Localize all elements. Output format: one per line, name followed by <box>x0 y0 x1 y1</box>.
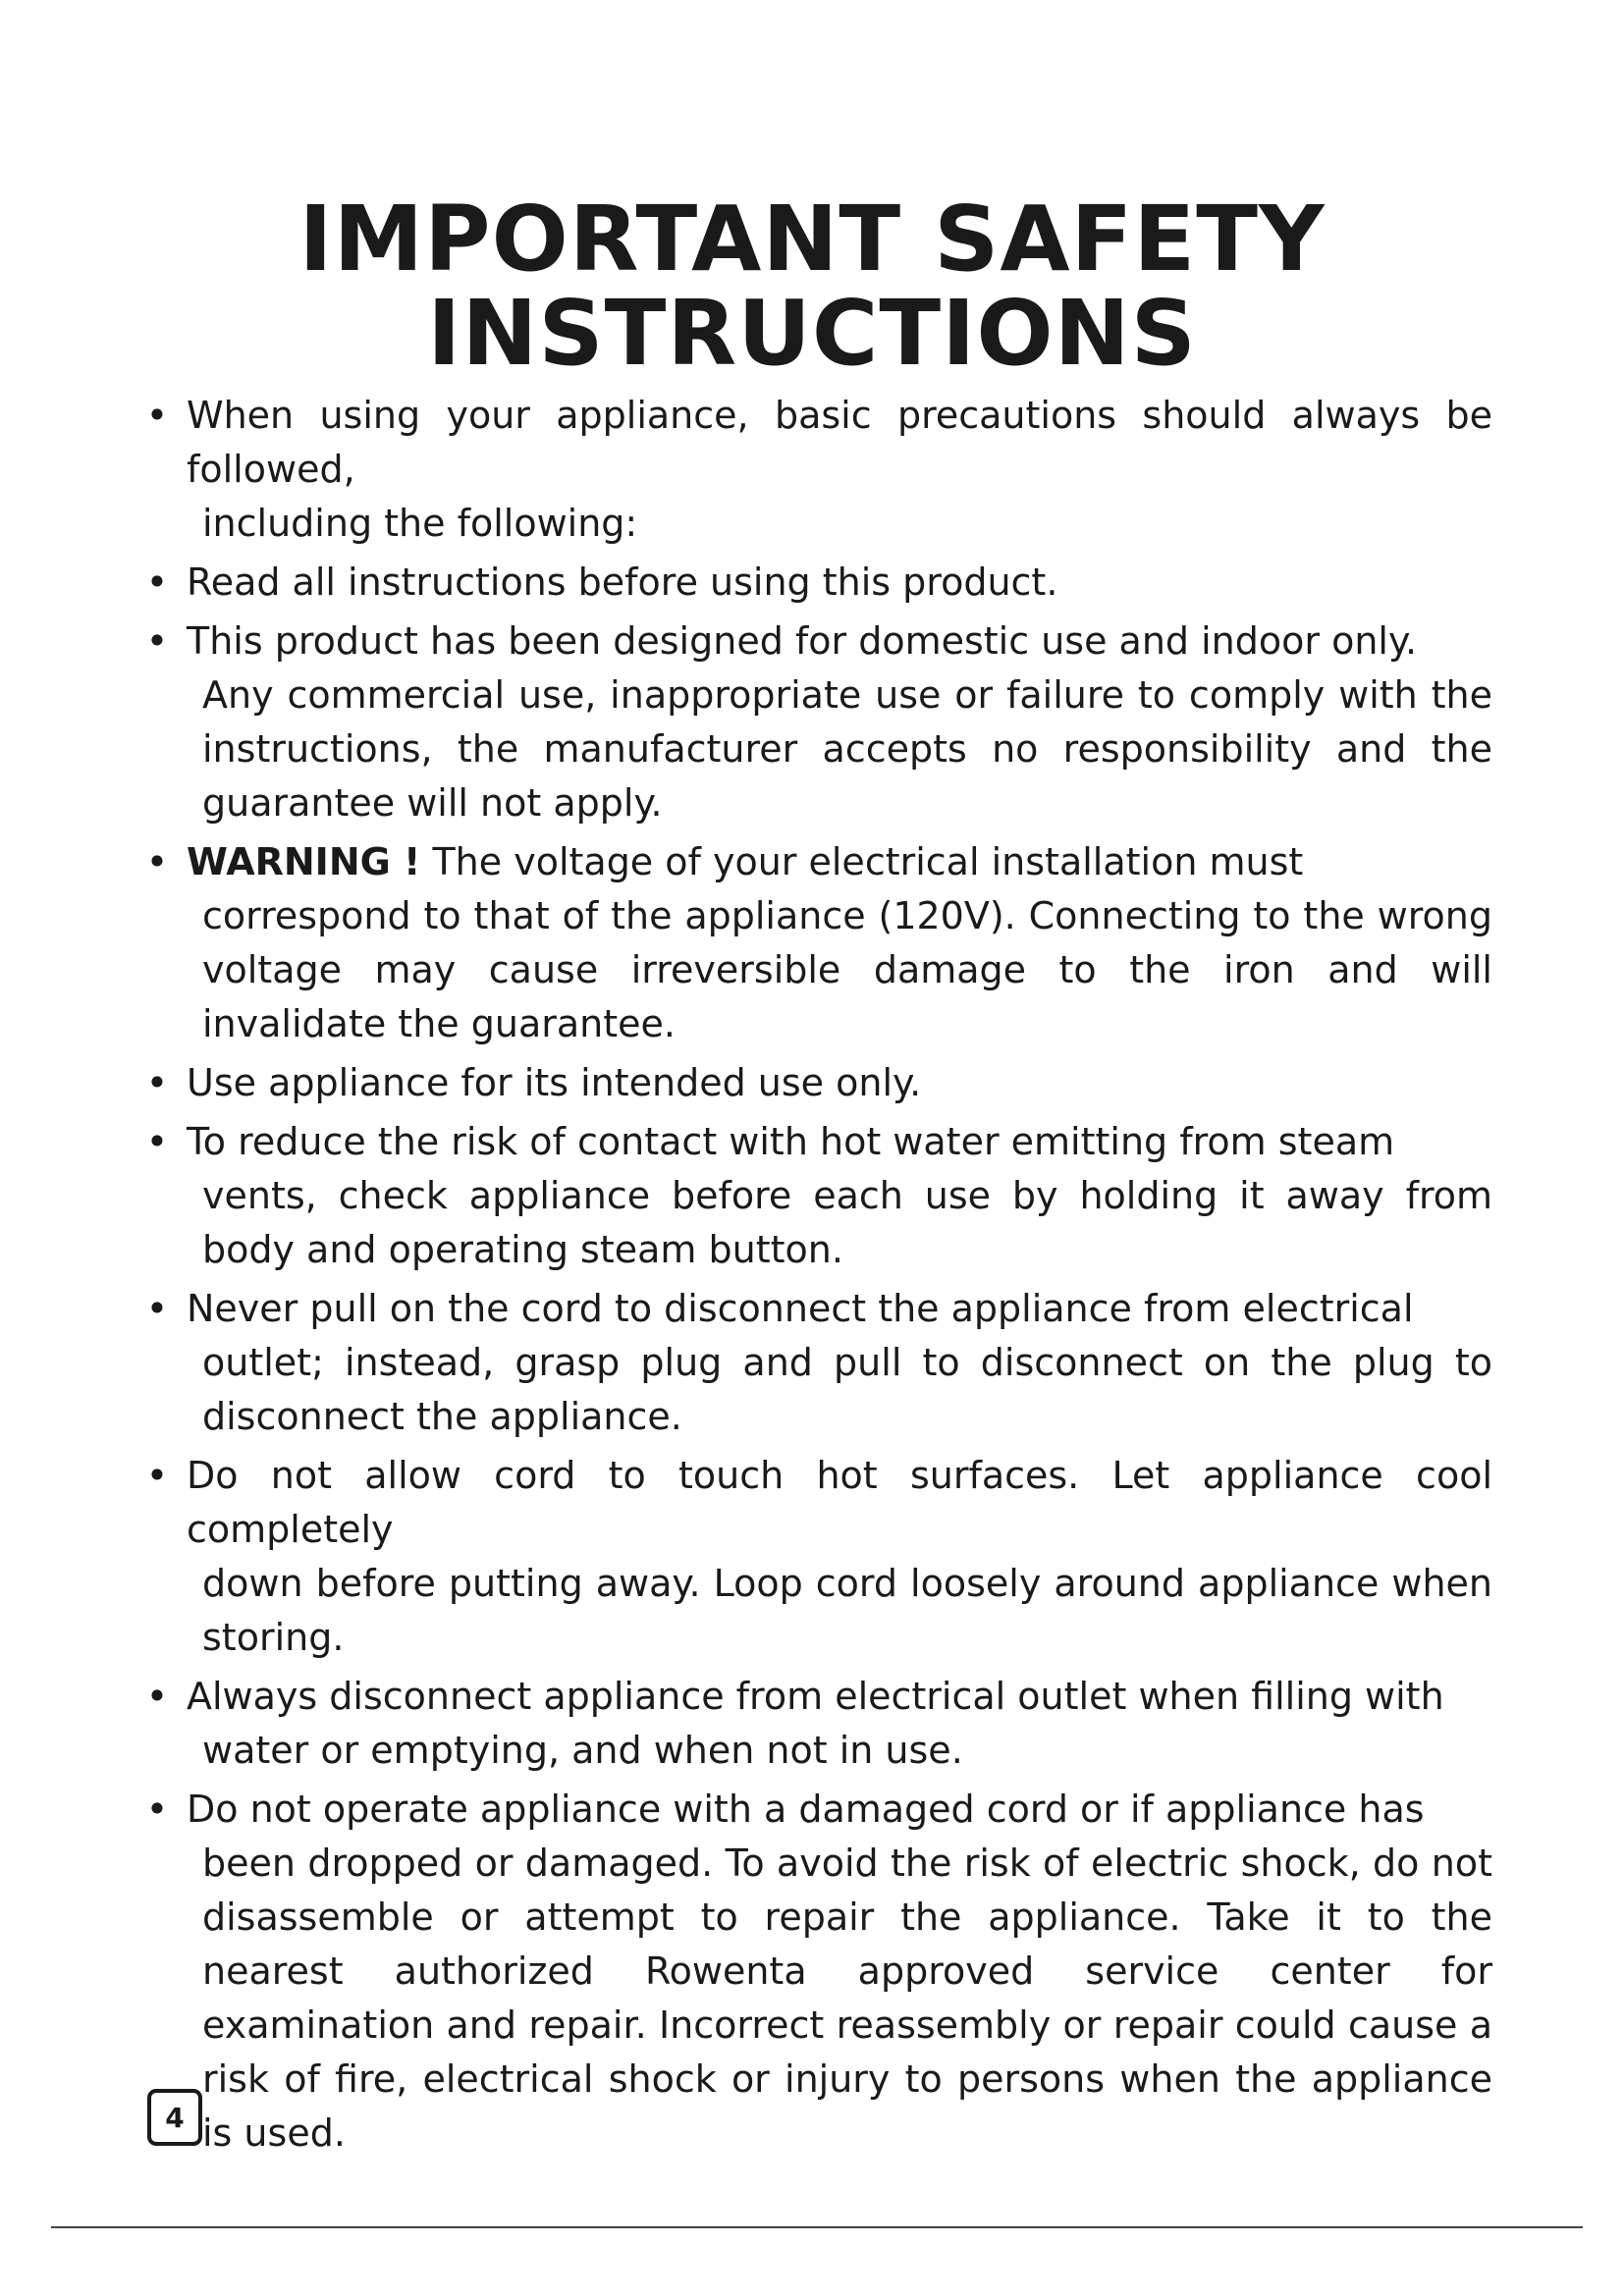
list-item-first-line: Use appliance for its intended use only. <box>187 1061 922 1104</box>
bullet-icon: • <box>145 1788 169 1831</box>
list-item-continuation: correspond to that of the appliance (120V). Connecting to the wrong voltage may cause irreversible damage to the iron and will invalidate the guarantee. <box>202 894 1492 1045</box>
list-item <box>142 1282 1492 1444</box>
list-item-first-line: Always disconnect appliance from electrical outlet when filling with <box>187 1675 1444 1718</box>
list-item-text <box>187 1056 1492 1110</box>
bullet-icon: • <box>145 1061 169 1104</box>
list-item-text <box>187 1115 1492 1277</box>
list-item-first-line: Do not operate appliance with a damaged cord or if appliance has <box>187 1788 1425 1831</box>
list-item <box>142 556 1492 610</box>
page-title-line-1: IMPORTANT SAFETY <box>298 187 1326 292</box>
bullet-icon: • <box>145 1120 169 1163</box>
warning-label: WARNING ! <box>187 840 421 883</box>
list-item-continuation: water or emptying, and when not in use. <box>202 1729 963 1772</box>
list-item-text <box>187 835 1492 1051</box>
list-item-first-line: The voltage of your electrical installation must <box>420 840 1304 883</box>
list-item-continuation: Any commercial use, inappropriate use or failure to comply with the instructions, the manufacturer accepts no responsibility and the guarantee will not apply. <box>202 673 1492 825</box>
page-number: 4 <box>147 2089 202 2146</box>
page-title-line-2: INSTRUCTIONS <box>427 281 1197 386</box>
bullet-icon: • <box>145 1287 169 1330</box>
list-item <box>142 1670 1492 1778</box>
list-item-first-line: When using your appliance, basic precautions should always be followed, <box>187 394 1492 491</box>
page-title <box>0 187 1624 386</box>
list-item-continuation: down before putting away. Loop cord loosely around appliance when storing. <box>202 1562 1492 1659</box>
bullet-icon: • <box>145 561 169 604</box>
list-item-continuation: vents, check appliance before each use by holding it away from body and operating steam button. <box>202 1174 1492 1271</box>
list-item-first-line: This product has been designed for domestic use and indoor only. <box>187 619 1418 663</box>
list-item-continuation: outlet; instead, grasp plug and pull to disconnect on the plug to disconnect the appliance. <box>202 1341 1492 1438</box>
list-item-first-line: Read all instructions before using this product. <box>187 561 1058 604</box>
list-item <box>142 1783 1492 2161</box>
list-item-text <box>187 1282 1492 1444</box>
bullet-icon: • <box>145 619 169 663</box>
safety-instructions-list <box>142 389 1492 2165</box>
footer-divider <box>51 2226 1583 2228</box>
bullet-icon: • <box>145 1675 169 1718</box>
list-item <box>142 1056 1492 1110</box>
list-item <box>142 1449 1492 1665</box>
list-item-text <box>187 614 1492 830</box>
list-item <box>142 1115 1492 1277</box>
list-item-continuation: including the following: <box>202 502 638 545</box>
list-item-text <box>187 389 1492 551</box>
bullet-icon: • <box>145 1454 169 1497</box>
list-item <box>142 389 1492 551</box>
list-item <box>142 614 1492 830</box>
bullet-icon: • <box>145 840 169 883</box>
list-item-text <box>187 556 1492 610</box>
list-item-continuation: been dropped or damaged. To avoid the risk of electric shock, do not disassemble or attempt to repair the appliance. Take it to the nearest authorized Rowenta approved service center for examination and repair. Incorrect reassembly or repair could cause a risk of fire, electrical shock or injury to persons when the appliance is used. <box>202 1842 1492 2155</box>
list-item-text <box>187 1670 1492 1778</box>
list-item-first-line: To reduce the risk of contact with hot water emitting from steam <box>187 1120 1395 1163</box>
list-item-text <box>187 1449 1492 1665</box>
list-item-first-line: Never pull on the cord to disconnect the appliance from electrical <box>187 1287 1414 1330</box>
list-item-warning <box>142 835 1492 1051</box>
bullet-icon: • <box>145 394 169 437</box>
list-item-first-line: Do not allow cord to touch hot surfaces. Let appliance cool completely <box>187 1454 1492 1551</box>
list-item-text <box>187 1783 1492 2161</box>
